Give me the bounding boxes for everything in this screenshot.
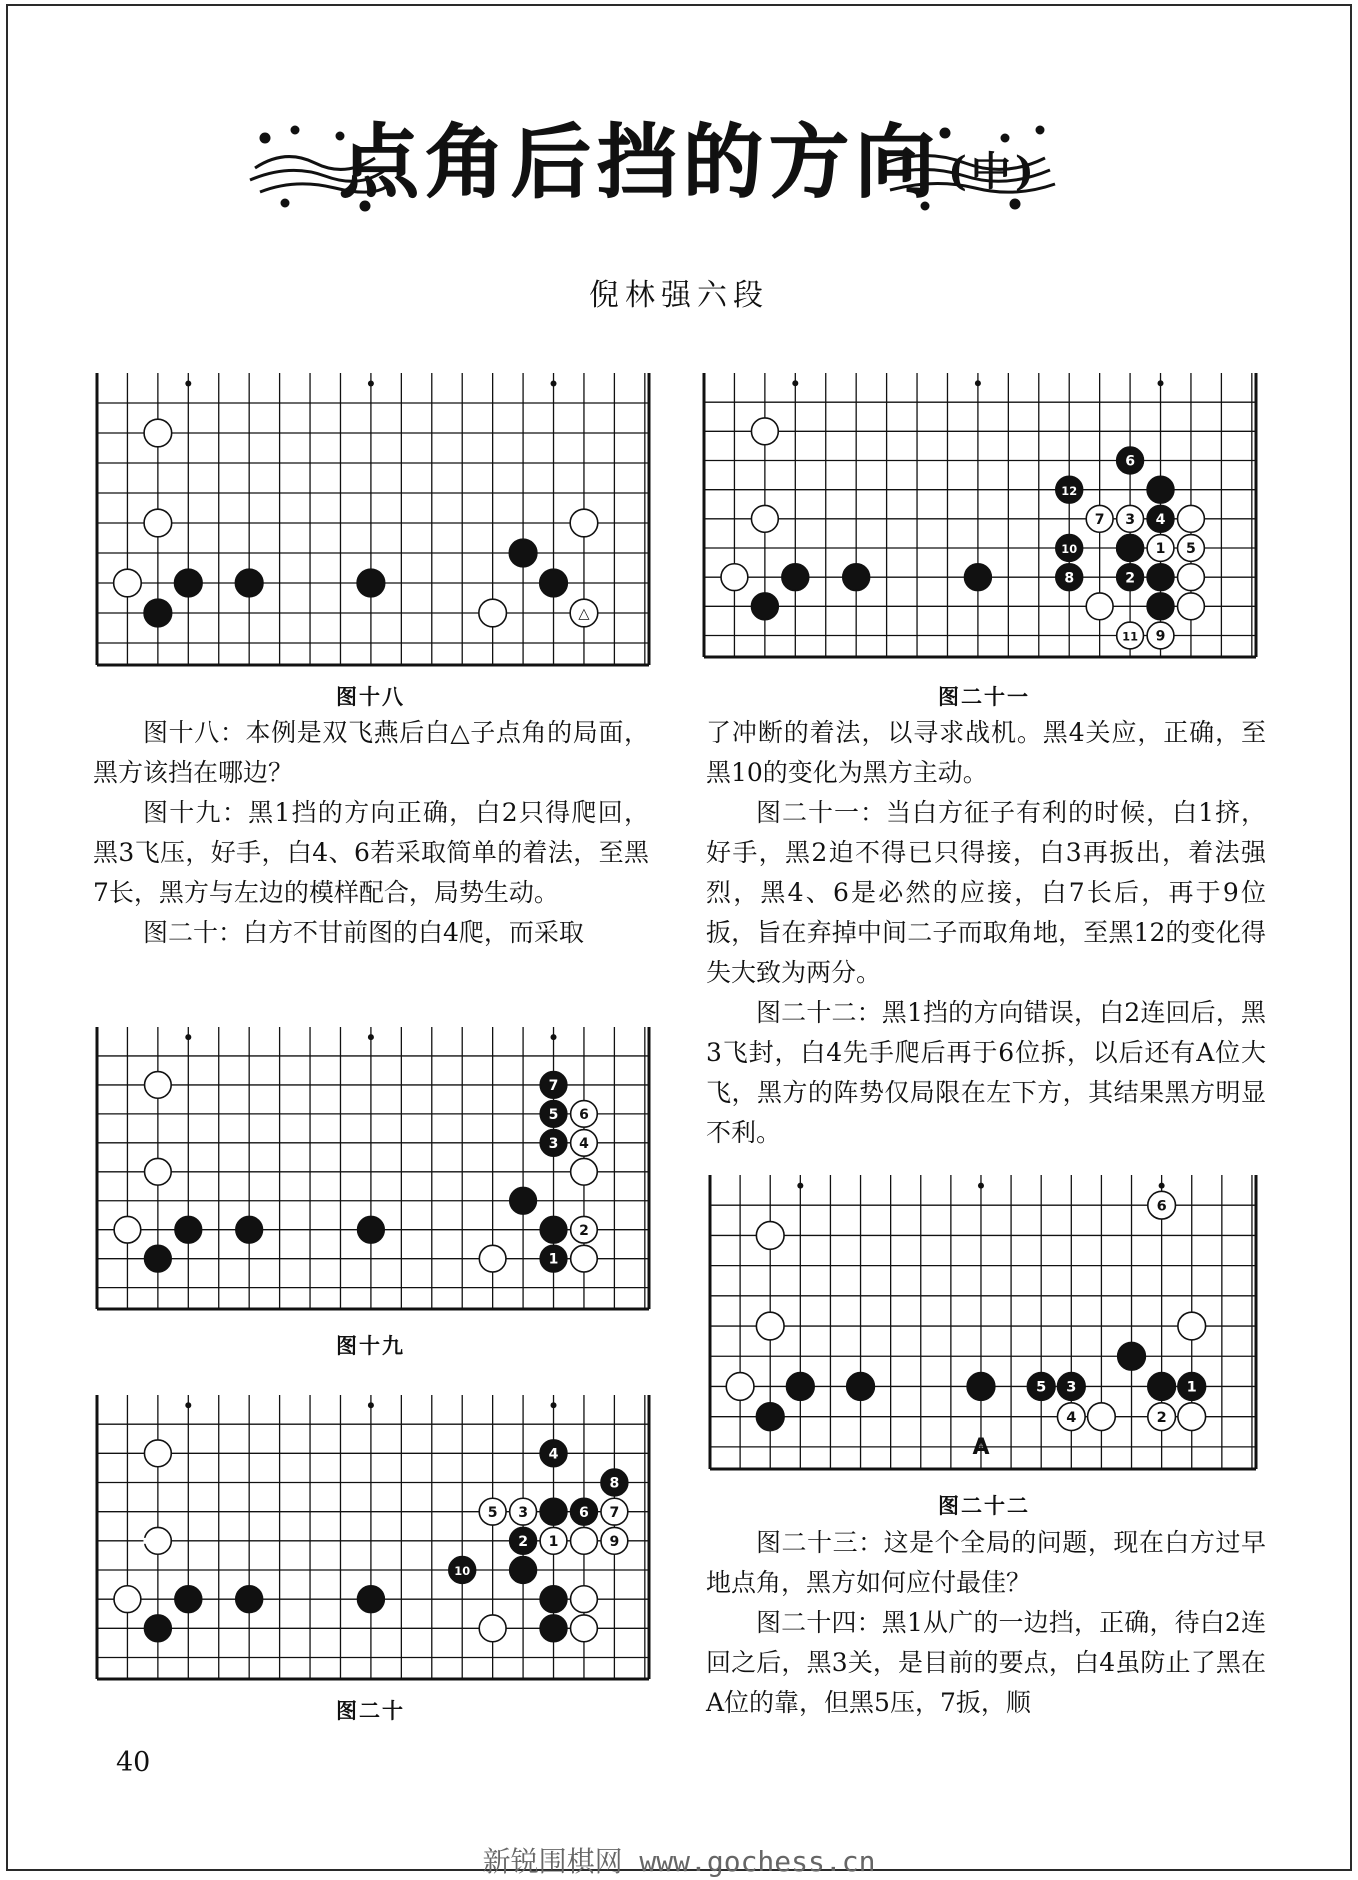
black-stone xyxy=(145,1245,172,1272)
white-stone xyxy=(571,1216,598,1243)
white-stone xyxy=(1117,622,1144,649)
star-point xyxy=(368,1034,374,1040)
svg-text:8: 8 xyxy=(1064,570,1075,587)
paragraph: 图十八：本例是双飞燕后白△子点角的局面，黑方该挡在哪边？ xyxy=(93,718,649,787)
white-stone xyxy=(1178,564,1205,591)
white-stone xyxy=(114,1586,141,1613)
black-stone xyxy=(1057,1373,1085,1401)
caption-figure-21: 图二十一 xyxy=(938,685,1030,709)
black-stone xyxy=(235,569,263,597)
caption-figure-19: 图十九 xyxy=(336,1334,405,1358)
white-stone xyxy=(571,1586,598,1613)
svg-text:1: 1 xyxy=(548,1533,559,1550)
svg-text:1: 1 xyxy=(1155,541,1166,558)
author-line: 倪林强六段 xyxy=(589,278,769,313)
svg-text:4: 4 xyxy=(1066,1409,1077,1426)
caption-figure-18: 图十八 xyxy=(336,685,405,709)
black-stone xyxy=(236,1586,263,1613)
white-stone xyxy=(571,1130,598,1157)
svg-text:5: 5 xyxy=(1036,1379,1047,1396)
star-point xyxy=(185,1034,191,1040)
star-point xyxy=(368,381,374,387)
black-stone xyxy=(1027,1373,1055,1401)
white-stone xyxy=(1148,1191,1176,1219)
black-stone xyxy=(1117,535,1144,562)
white-stone xyxy=(479,1245,506,1272)
star-point xyxy=(551,381,557,387)
star-point xyxy=(1158,380,1164,386)
svg-text:10: 10 xyxy=(454,1564,471,1579)
black-stone xyxy=(358,1216,385,1243)
black-stone xyxy=(540,569,568,597)
white-stone xyxy=(1147,622,1174,649)
board-figure-18 xyxy=(93,373,653,671)
black-stone xyxy=(1056,564,1083,591)
black-stone xyxy=(540,1101,567,1128)
white-stone xyxy=(726,1373,754,1401)
white-stone xyxy=(751,505,778,532)
star-point xyxy=(978,1183,984,1189)
svg-text:1: 1 xyxy=(548,1251,559,1268)
svg-text:12: 12 xyxy=(1061,483,1078,498)
paragraph: 图十九：黑1挡的方向正确，白2只得爬回，黑3飞压，好手，白4、6若采取简单的着法，至黑7长，黑方与左边的模样配合，局势生动。 xyxy=(93,798,649,907)
white-stone xyxy=(601,1498,628,1525)
white-stone xyxy=(144,509,172,537)
board-figure-21 xyxy=(700,373,1260,663)
black-stone xyxy=(782,564,809,591)
black-stone xyxy=(967,1373,995,1401)
white-stone xyxy=(510,1498,537,1525)
black-stone xyxy=(964,564,991,591)
star-point xyxy=(368,1402,374,1408)
white-stone xyxy=(1086,505,1113,532)
white-stone xyxy=(1178,1312,1206,1340)
svg-text:9: 9 xyxy=(609,1533,620,1550)
black-stone xyxy=(510,1557,537,1584)
svg-text:5: 5 xyxy=(487,1504,498,1521)
caption-figure-20: 图二十 xyxy=(336,1699,405,1723)
svg-text:5: 5 xyxy=(548,1106,559,1123)
text-column-left xyxy=(93,713,649,953)
point-label-a: A xyxy=(972,1434,990,1460)
svg-text:7: 7 xyxy=(548,1077,559,1094)
svg-text:5: 5 xyxy=(1186,541,1196,558)
star-point xyxy=(185,1402,191,1408)
svg-text:4: 4 xyxy=(1155,511,1166,528)
white-stone xyxy=(1086,593,1113,620)
black-stone xyxy=(175,569,203,597)
black-stone xyxy=(1117,564,1144,591)
paragraph: 图二十三：这是个全局的问题，现在白方过早地点角，黑方如何应付最佳？ xyxy=(706,1528,1266,1597)
white-stone xyxy=(721,564,748,591)
svg-text:3: 3 xyxy=(1066,1379,1077,1396)
black-stone xyxy=(786,1373,814,1401)
black-stone xyxy=(1118,1342,1146,1370)
text-column-right-top xyxy=(706,713,1266,1153)
white-stone xyxy=(144,1440,171,1467)
white-stone xyxy=(570,509,598,537)
white-stone xyxy=(571,1101,598,1128)
paragraph: 图二十：白方不甘前图的白4爬，而采取 xyxy=(143,918,584,947)
black-stone xyxy=(509,539,537,567)
paragraph: 了冲断的着法，以寻求战机。黑4关应，正确，至黑10的变化为黑方主动。 xyxy=(706,718,1266,787)
black-stone xyxy=(1056,535,1083,562)
black-stone xyxy=(1147,564,1174,591)
white-stone xyxy=(479,1498,506,1525)
board-figure-19 xyxy=(93,1027,653,1315)
white-stone xyxy=(1178,535,1205,562)
black-stone xyxy=(540,1440,567,1467)
black-stone xyxy=(540,1216,567,1243)
caption-figure-22: 图二十二 xyxy=(938,1494,1030,1518)
black-stone xyxy=(540,1498,567,1525)
star-point xyxy=(1159,1183,1165,1189)
white-stone xyxy=(571,1527,598,1554)
white-stone xyxy=(571,1245,598,1272)
star-point xyxy=(975,380,981,386)
svg-text:6: 6 xyxy=(579,1106,589,1123)
svg-text:8: 8 xyxy=(609,1475,620,1492)
svg-text:6: 6 xyxy=(1156,1198,1167,1215)
text-column-right-bottom xyxy=(706,1523,1266,1723)
black-stone xyxy=(357,1586,384,1613)
white-stone xyxy=(756,1222,784,1250)
white-stone xyxy=(1178,1403,1206,1431)
black-stone xyxy=(843,564,870,591)
black-stone xyxy=(175,1216,202,1243)
star-point xyxy=(185,381,191,387)
star-point xyxy=(551,1402,557,1408)
black-stone xyxy=(540,1586,567,1613)
svg-text:7: 7 xyxy=(609,1504,620,1521)
white-stone xyxy=(601,1527,628,1554)
footer-watermark: 新锐围棋网 www.gochess.cn xyxy=(482,1845,876,1878)
star-point xyxy=(797,1183,803,1189)
white-stone xyxy=(479,599,507,627)
star-point xyxy=(551,1034,557,1040)
black-stone xyxy=(540,1245,567,1272)
svg-text:2: 2 xyxy=(1125,570,1135,587)
white-stone xyxy=(1178,593,1205,620)
white-stone xyxy=(751,418,778,445)
black-stone xyxy=(144,599,172,627)
title-suffix: (中) xyxy=(948,148,1038,195)
black-stone xyxy=(847,1373,875,1401)
white-stone xyxy=(1057,1403,1085,1431)
svg-text:4: 4 xyxy=(579,1135,589,1152)
white-stone xyxy=(1088,1403,1116,1431)
white-stone xyxy=(1148,1403,1176,1431)
svg-text:4: 4 xyxy=(548,1446,559,1463)
star-point xyxy=(792,380,798,386)
svg-text:3: 3 xyxy=(548,1135,559,1152)
white-stone xyxy=(144,419,172,447)
black-stone xyxy=(236,1216,263,1243)
black-stone xyxy=(540,1615,567,1642)
white-stone xyxy=(114,1216,141,1243)
white-stone xyxy=(145,1158,172,1185)
black-stone xyxy=(1147,593,1174,620)
svg-text:10: 10 xyxy=(1061,542,1078,557)
svg-text:3: 3 xyxy=(518,1504,528,1521)
svg-text:3: 3 xyxy=(1125,511,1135,528)
white-stone xyxy=(1147,535,1174,562)
black-stone xyxy=(1148,1373,1176,1401)
black-stone xyxy=(751,593,778,620)
svg-text:9: 9 xyxy=(1155,628,1166,645)
black-stone xyxy=(540,1072,567,1099)
paragraph: 图二十四：黑1从广的一边挡，正确，待白2连回之后，黑3关，是目前的要点，白4虽防止了黑在A位的靠，但黑5压，7扳，顺 xyxy=(706,1608,1266,1717)
white-stone xyxy=(479,1615,506,1642)
svg-text:1: 1 xyxy=(1186,1379,1197,1396)
black-stone xyxy=(756,1403,784,1431)
page-number: 40 xyxy=(116,1747,151,1778)
svg-text:2: 2 xyxy=(1156,1409,1167,1426)
black-stone xyxy=(357,569,385,597)
white-stone xyxy=(756,1312,784,1340)
white-stone xyxy=(143,1527,171,1554)
black-stone xyxy=(510,1527,537,1554)
black-stone xyxy=(571,1498,598,1525)
svg-text:11: 11 xyxy=(1122,629,1139,644)
black-stone xyxy=(144,1615,171,1642)
white-stone xyxy=(570,599,598,627)
black-stone xyxy=(175,1586,202,1613)
white-stone xyxy=(1178,505,1205,532)
black-stone xyxy=(510,1187,537,1214)
svg-text:2: 2 xyxy=(579,1222,589,1239)
black-stone xyxy=(1147,476,1174,503)
white-stone xyxy=(1117,505,1144,532)
white-stone xyxy=(114,569,142,597)
svg-text:2: 2 xyxy=(518,1533,528,1550)
white-stone xyxy=(540,1527,567,1554)
svg-text:6: 6 xyxy=(1125,453,1135,470)
black-stone xyxy=(1056,476,1083,503)
white-stone xyxy=(571,1615,598,1642)
paragraph: 图二十一：当白方征子有利的时候，白1挤，好手，黑2迫不得已只得接，白3再扳出，着法强烈，黑4、6是必然的应接，白7长后，再于9位扳，旨在弃掉中间二子而取角地，至黑12的变化得失大致为两分。 xyxy=(706,798,1266,987)
black-stone xyxy=(601,1469,628,1496)
main-title: 点角后挡的方向 xyxy=(339,116,941,209)
board-figure-20 xyxy=(93,1395,653,1685)
board-figure-22 xyxy=(706,1175,1260,1475)
svg-text:7: 7 xyxy=(1094,511,1105,528)
paragraph: 图二十二：黑1挡的方向错误，白2连回后，黑3飞封，白4先手爬后再于6位拆，以后还有A位大飞，黑方的阵势仅局限在左下方，其结果黑方明显不利。 xyxy=(706,998,1266,1147)
svg-text:△: △ xyxy=(578,606,590,623)
black-stone xyxy=(540,1130,567,1157)
black-stone xyxy=(1178,1373,1206,1401)
black-stone xyxy=(449,1557,476,1584)
black-stone xyxy=(1147,505,1174,532)
black-stone xyxy=(1117,447,1144,474)
svg-text:6: 6 xyxy=(579,1504,589,1521)
white-stone xyxy=(571,1158,598,1185)
white-stone xyxy=(145,1072,172,1099)
title-art xyxy=(245,108,1065,218)
